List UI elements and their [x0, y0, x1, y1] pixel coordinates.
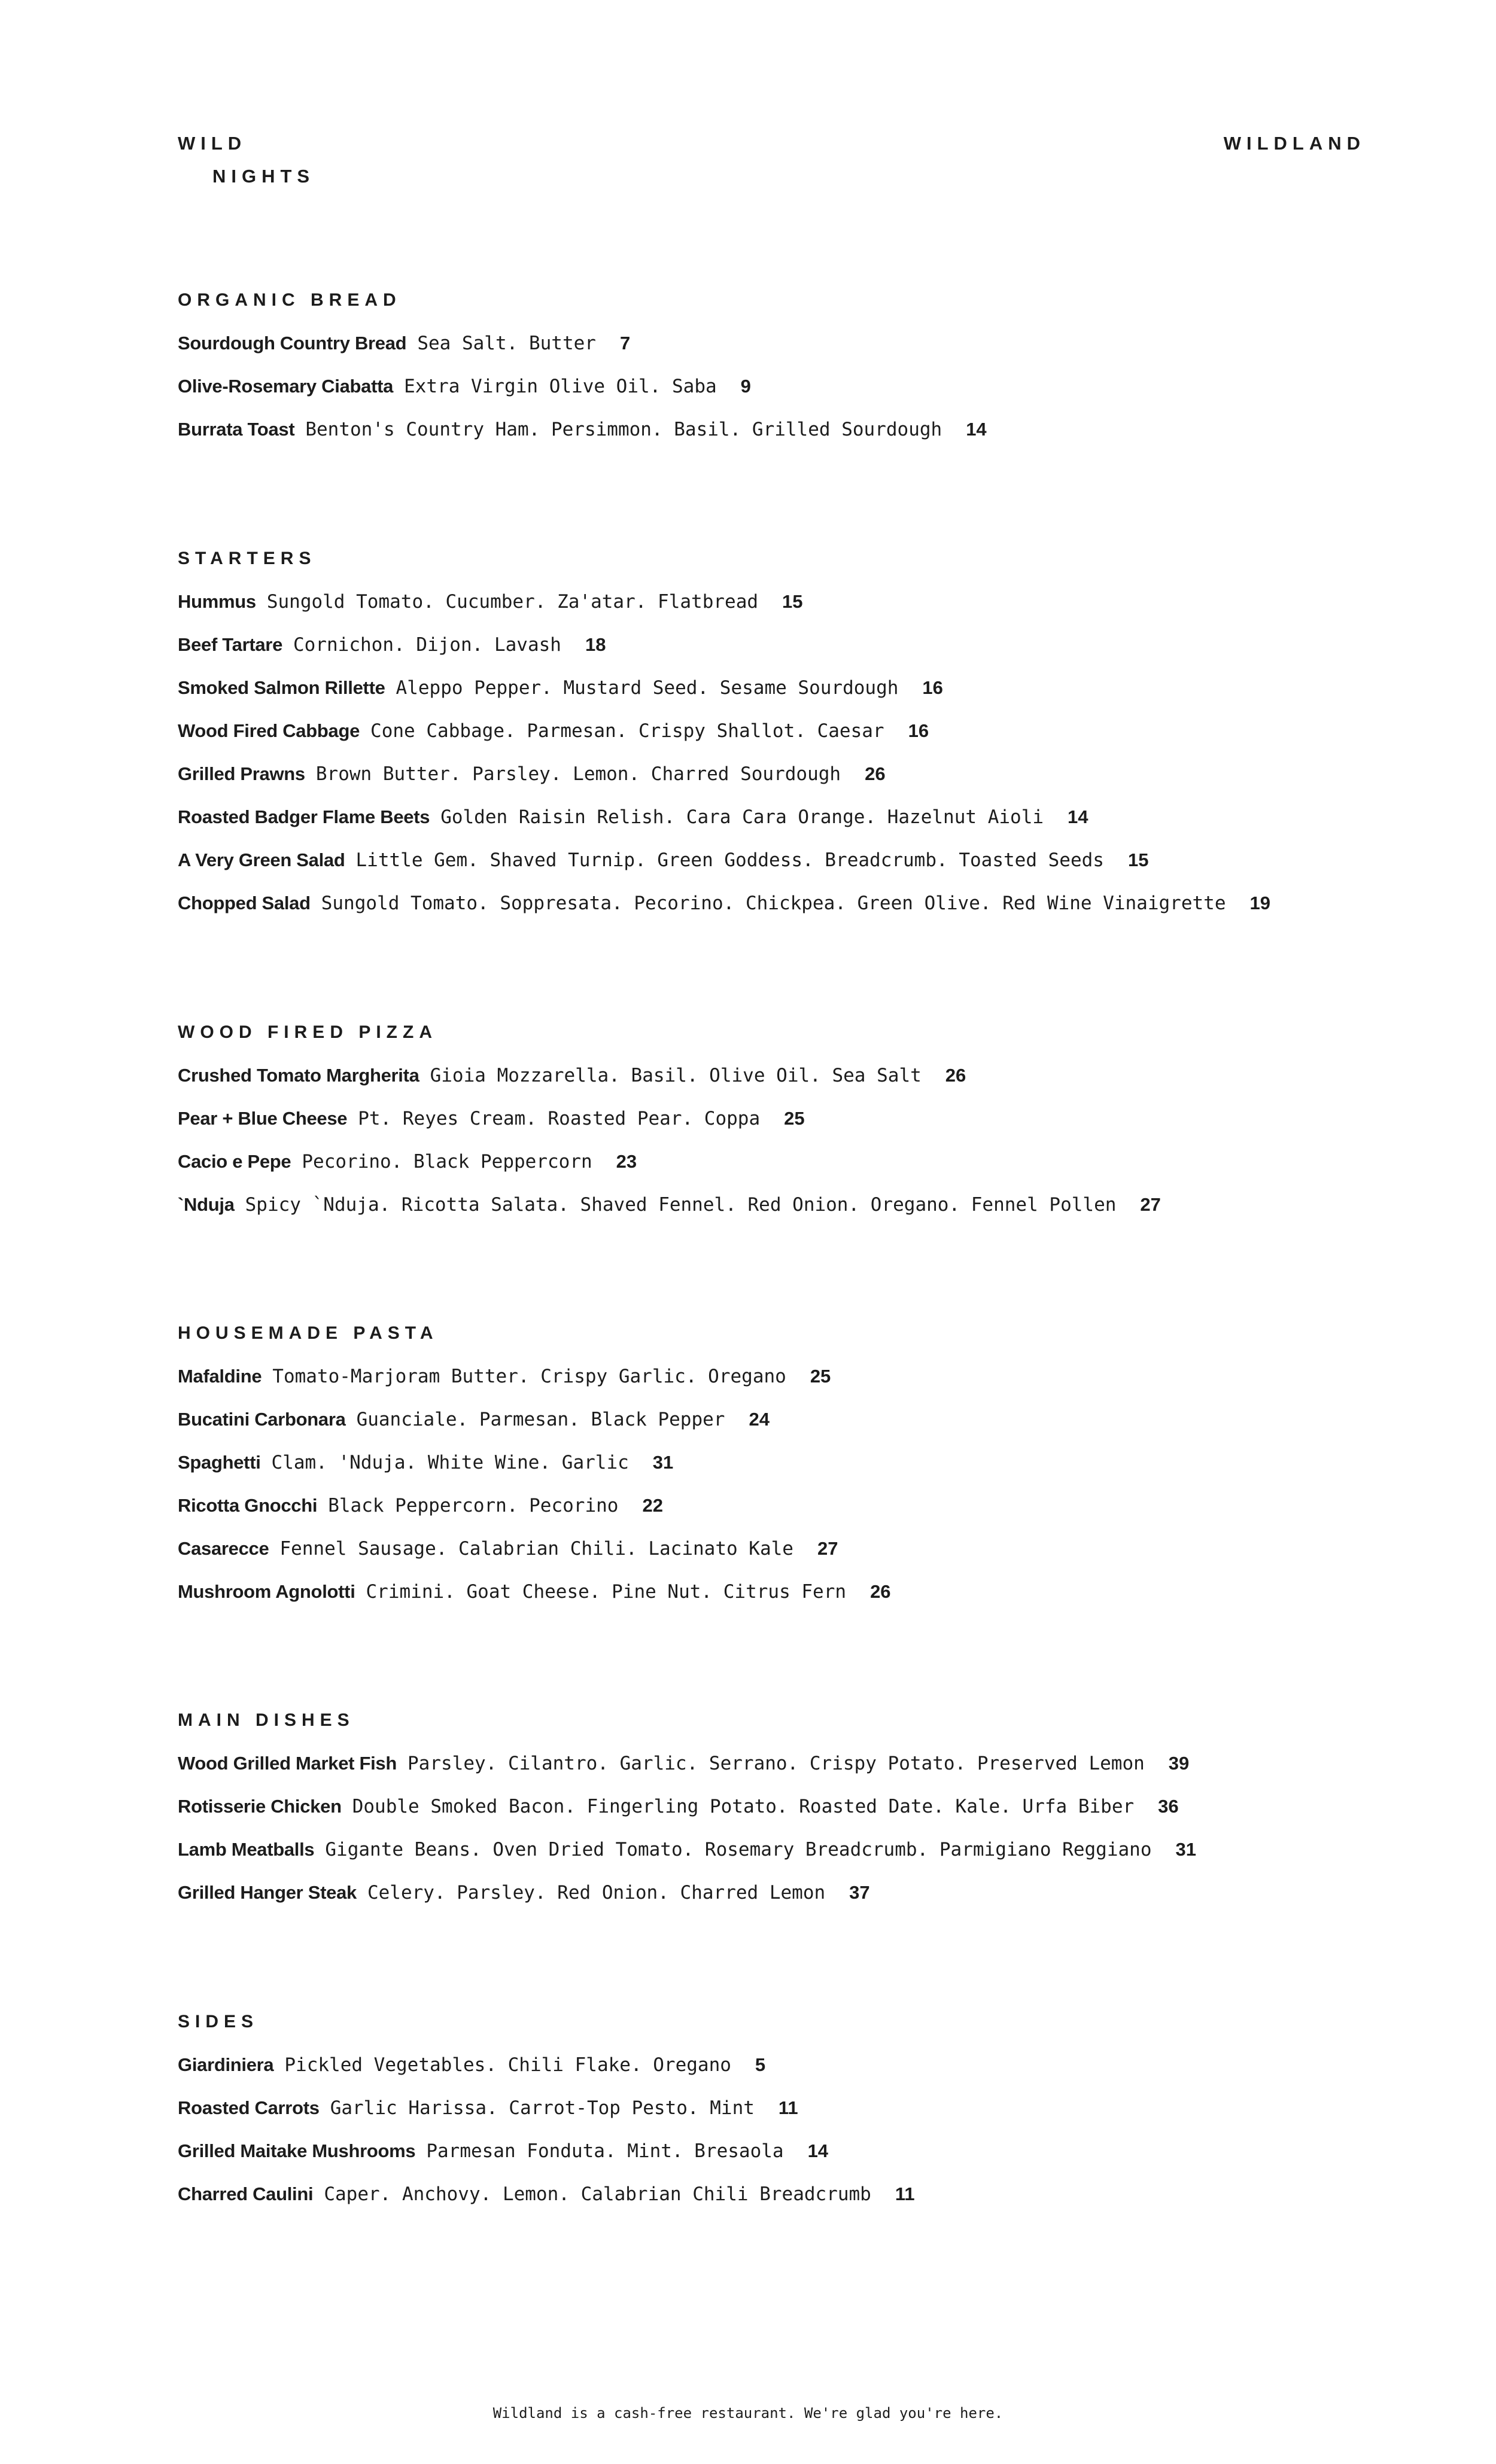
menu-item-price: 19: [1249, 893, 1270, 913]
menu-item: [178, 796, 1375, 839]
menu-item: [178, 839, 1375, 882]
menu-item: [178, 1871, 1375, 1914]
section-title: MAIN DISHES: [178, 1710, 355, 1730]
menu-item-price: 14: [807, 2140, 829, 2161]
menu-item-name: Wood Grilled Market Fish: [178, 1753, 397, 1774]
menu-item: [178, 1140, 1375, 1183]
menu-item-price: 26: [865, 763, 886, 784]
menu-item: [178, 1742, 1375, 1785]
menu-item-price: 7: [619, 333, 631, 354]
menu-item-description: Garlic Harissa. Carrot-Top Pesto. Mint: [330, 2097, 755, 2119]
menu-item-price: 11: [778, 2097, 798, 2118]
menu-item-name: Charred Caulini: [178, 2183, 314, 2204]
menu-item: [178, 1097, 1375, 1140]
menu-item-description: Double Smoked Bacon. Fingerling Potato. Roasted Date. Kale. Urfa Biber: [352, 1796, 1135, 1817]
menu-item-price: 27: [1140, 1194, 1161, 1215]
menu-item-name: `Nduja: [178, 1194, 235, 1215]
menu-item-price: 36: [1158, 1796, 1179, 1817]
menu-item-name: Casarecce: [178, 1538, 269, 1559]
menu-item-name: Ricotta Gnocchi: [178, 1495, 318, 1516]
menu-header: [178, 127, 1366, 193]
section-starters: [178, 537, 1375, 925]
menu-item-description: Benton's Country Ham. Persimmon. Basil. Grilled Sourdough: [305, 419, 942, 440]
menu-item-description: Cornichon. Dijon. Lavash: [293, 634, 561, 656]
menu-item-price: 14: [1068, 806, 1088, 827]
menu-item-name: Crushed Tomato Margherita: [178, 1065, 419, 1086]
menu-item-price: 5: [755, 2054, 766, 2075]
menu-item-description: Sea Salt. Butter: [417, 333, 596, 354]
menu-item-price: 15: [1127, 849, 1149, 870]
menu-item-description: Little Gem. Shaved Turnip. Green Goddess. Breadcrumb. Toasted Seeds: [355, 849, 1104, 871]
menu-item: [178, 1398, 1375, 1441]
menu-item: [178, 365, 1375, 408]
menu-item-description: Extra Virgin Olive Oil. Saba: [404, 376, 717, 397]
menu-item: [178, 2130, 1375, 2173]
brand-left-line1: WILD: [178, 133, 247, 154]
menu-item-name: Spaghetti: [178, 1452, 261, 1473]
section-wood-fired-pizza: [178, 1011, 1375, 1226]
menu-item-name: Grilled Hanger Steak: [178, 1882, 357, 1903]
menu-item-name: Hummus: [178, 591, 256, 612]
menu-item-description: Fennel Sausage. Calabrian Chili. Lacinato Kale: [279, 1538, 793, 1560]
menu-item: [178, 753, 1375, 796]
menu-item-name: Bucatini Carbonara: [178, 1409, 346, 1430]
menu-item-name: Smoked Salmon Rillette: [178, 677, 385, 698]
menu-item: [178, 1828, 1375, 1871]
menu-item-name: Grilled Prawns: [178, 763, 305, 784]
menu-item-description: Pt. Reyes Cream. Roasted Pear. Coppa: [358, 1108, 761, 1129]
section-main-dishes: [178, 1699, 1375, 1914]
menu-item: [178, 623, 1375, 666]
menu-item-description: Tomato-Marjoram Butter. Crispy Garlic. Oregano: [272, 1366, 786, 1387]
menu-item-name: Roasted Carrots: [178, 2097, 320, 2118]
menu-item-name: Sourdough Country Bread: [178, 333, 407, 354]
menu-item-price: 31: [1175, 1839, 1196, 1860]
menu-item-description: Parsley. Cilantro. Garlic. Serrano. Crispy Potato. Preserved Lemon: [408, 1753, 1145, 1774]
menu-item: [178, 1355, 1375, 1398]
menu-item-price: 16: [922, 677, 943, 698]
menu-item-price: 14: [966, 419, 987, 440]
menu-item-name: Lamb Meatballs: [178, 1839, 315, 1860]
menu-item-description: Pecorino. Black Peppercorn: [302, 1151, 592, 1172]
menu-item: [178, 580, 1375, 623]
menu-item-price: 37: [849, 1882, 870, 1903]
menu-item-price: 26: [945, 1065, 966, 1086]
menu-item-description: Crimini. Goat Cheese. Pine Nut. Citrus Fern: [366, 1581, 847, 1603]
menu-item-price: 25: [810, 1366, 831, 1387]
menu-item-name: Roasted Badger Flame Beets: [178, 806, 430, 827]
menu-item: [178, 1054, 1375, 1097]
menu-item: [178, 1484, 1375, 1527]
menu-item: [178, 1527, 1375, 1570]
section-title: STARTERS: [178, 549, 317, 568]
menu-item: [178, 1183, 1375, 1226]
section-sides: [178, 2000, 1375, 2216]
menu-item-name: Mafaldine: [178, 1366, 262, 1387]
menu-item: [178, 408, 1375, 451]
menu-item-description: Sungold Tomato. Cucumber. Za'atar. Flatbread: [266, 591, 759, 613]
brand-left-line2: NIGHTS: [212, 166, 315, 187]
menu-item: [178, 1441, 1375, 1484]
menu-item-price: 27: [817, 1538, 838, 1559]
menu-item-name: Giardiniera: [178, 2054, 274, 2075]
menu-item-price: 15: [782, 591, 803, 612]
footer-note: Wildland is a cash-free restaurant. We're glad you're here.: [492, 2405, 1004, 2422]
section-organic-bread: [178, 279, 1375, 451]
menu-item-name: Burrata Toast: [178, 419, 295, 440]
menu-item-price: 11: [895, 2183, 915, 2204]
menu-item-price: 24: [749, 1409, 770, 1430]
menu-item-price: 39: [1168, 1753, 1190, 1774]
menu-item-description: Pickled Vegetables. Chili Flake. Oregano: [284, 2054, 731, 2076]
menu-item-name: Chopped Salad: [178, 893, 311, 913]
menu-item-description: Parmesan Fonduta. Mint. Bresaola: [426, 2140, 784, 2162]
menu-item-price: 22: [642, 1495, 663, 1516]
menu-item-name: Wood Fired Cabbage: [178, 720, 360, 741]
menu-item-price: 9: [740, 376, 751, 397]
menu-item-name: A Very Green Salad: [178, 849, 345, 870]
menu-item-name: Olive-Rosemary Ciabatta: [178, 376, 394, 397]
menu-item-name: Rotisserie Chicken: [178, 1796, 342, 1817]
menu-item-description: Gioia Mozzarella. Basil. Olive Oil. Sea Salt: [430, 1065, 922, 1086]
menu-item: [178, 322, 1375, 365]
menu-item: [178, 2043, 1375, 2087]
menu-item-description: Spicy `Nduja. Ricotta Salata. Shaved Fennel. Red Onion. Oregano. Fennel Pollen: [245, 1194, 1117, 1216]
menu-item-price: 31: [652, 1452, 674, 1473]
menu-item: [178, 2173, 1375, 2216]
menu-item-name: Pear + Blue Cheese: [178, 1108, 348, 1129]
menu-item-description: Sungold Tomato. Soppresata. Pecorino. Chickpea. Green Olive. Red Wine Vinaigrette: [321, 893, 1226, 914]
menu-item-name: Cacio e Pepe: [178, 1151, 291, 1172]
menu-item: [178, 666, 1375, 709]
menu-item: [178, 1785, 1375, 1828]
menu-item-name: Beef Tartare: [178, 634, 283, 655]
menu-item-description: Guanciale. Parmesan. Black Pepper: [356, 1409, 725, 1430]
section-title: ORGANIC BREAD: [178, 290, 402, 310]
menu-item-description: Black Peppercorn. Pecorino: [328, 1495, 619, 1516]
menu-item-price: 16: [908, 720, 929, 741]
section-housemade-pasta: [178, 1312, 1375, 1613]
menu-item-description: Caper. Anchovy. Lemon. Calabrian Chili Breadcrumb: [324, 2183, 871, 2205]
menu-item-description: Golden Raisin Relish. Cara Cara Orange. Hazelnut Aioli: [440, 806, 1044, 828]
menu-item-price: 23: [616, 1151, 637, 1172]
menu-item: [178, 882, 1375, 925]
menu-item-description: Clam. 'Nduja. White Wine. Garlic: [271, 1452, 629, 1473]
brand-wildland: WILDLAND: [1223, 133, 1366, 154]
menu-item-price: 18: [585, 634, 606, 655]
menu-item-description: Celery. Parsley. Red Onion. Charred Lemon: [367, 1882, 826, 1903]
menu-item-price: 25: [784, 1108, 805, 1129]
menu-item: [178, 709, 1375, 753]
section-title: SIDES: [178, 2012, 259, 2031]
menu-item-name: Mushroom Agnolotti: [178, 1581, 355, 1602]
brand-wild-nights: [178, 127, 315, 193]
menu-item: [178, 2087, 1375, 2130]
section-title: WOOD FIRED PIZZA: [178, 1022, 437, 1042]
section-title: HOUSEMADE PASTA: [178, 1323, 439, 1343]
menu-item: [178, 1570, 1375, 1613]
menu-item-description: Gigante Beans. Oven Dried Tomato. Rosemary Breadcrumb. Parmigiano Reggiano: [325, 1839, 1152, 1860]
menu-item-name: Grilled Maitake Mushrooms: [178, 2140, 416, 2161]
menu-item-price: 26: [870, 1581, 891, 1602]
menu-item-description: Cone Cabbage. Parmesan. Crispy Shallot. Caesar: [370, 720, 884, 742]
menu-item-description: Aleppo Pepper. Mustard Seed. Sesame Sourdough: [396, 677, 899, 699]
menu-item-description: Brown Butter. Parsley. Lemon. Charred Sourdough: [315, 763, 841, 785]
